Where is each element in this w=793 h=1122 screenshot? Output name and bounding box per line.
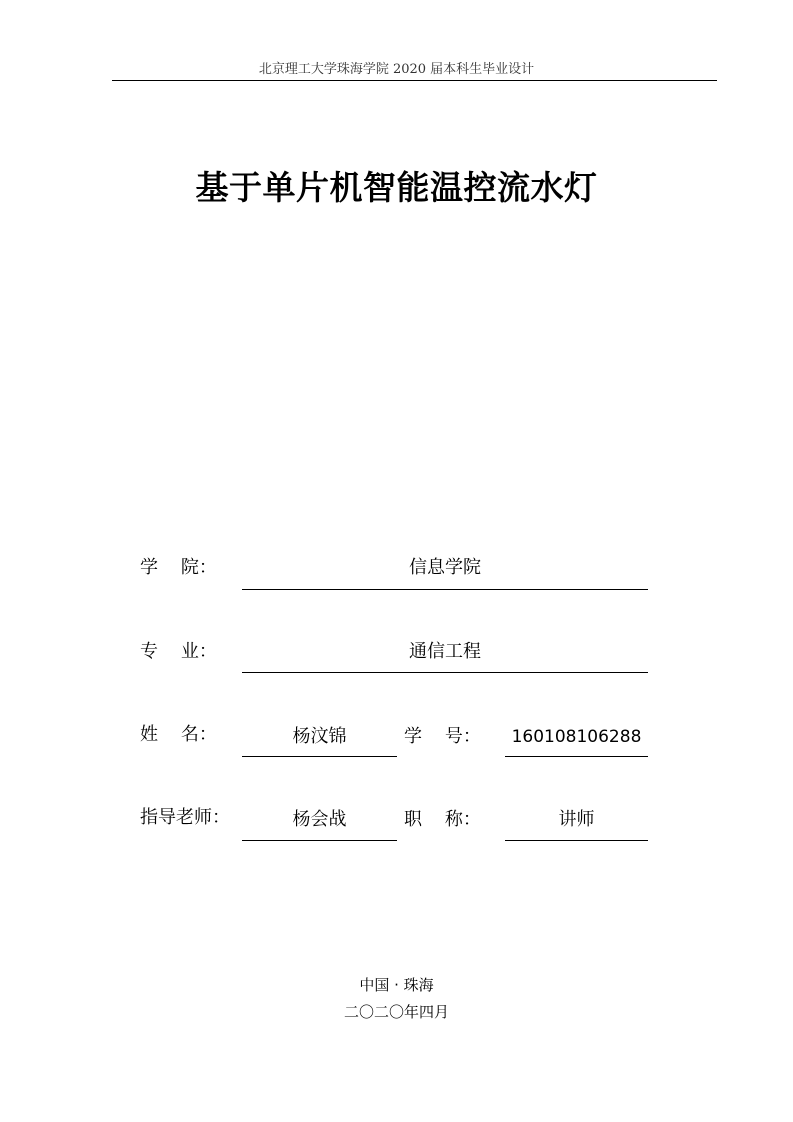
document-title: 基于单片机智能温控流水灯 bbox=[195, 168, 598, 207]
college-label: 学 院： bbox=[140, 557, 217, 578]
college-underline bbox=[242, 589, 648, 590]
job-title-value: 讲师 bbox=[558, 809, 595, 830]
name-value: 杨汶锦 bbox=[292, 726, 347, 747]
footer-date: 二〇二〇年四月 bbox=[343, 1003, 449, 1021]
advisor-label: 指导老师： bbox=[140, 807, 230, 828]
job-title-label: 职 称： bbox=[404, 809, 481, 830]
advisor-underline bbox=[242, 840, 397, 841]
footer-place: 中国 · 珠海 bbox=[359, 976, 434, 994]
major-label: 专 业： bbox=[140, 641, 217, 662]
student-id-value: 160108106288 bbox=[511, 727, 642, 747]
major-value: 通信工程 bbox=[409, 641, 481, 662]
name-label: 姓 名： bbox=[140, 724, 217, 745]
student-id-label: 学 号： bbox=[404, 726, 481, 747]
major-underline bbox=[242, 672, 648, 673]
name-underline bbox=[242, 756, 397, 757]
student-id-underline bbox=[505, 756, 648, 757]
college-value: 信息学院 bbox=[409, 557, 481, 578]
advisor-value: 杨会战 bbox=[292, 809, 347, 830]
page-header: 北京理工大学珠海学院 2020 届本科生毕业设计 bbox=[258, 62, 535, 77]
job-title-underline bbox=[505, 840, 648, 841]
header-rule bbox=[112, 80, 717, 81]
